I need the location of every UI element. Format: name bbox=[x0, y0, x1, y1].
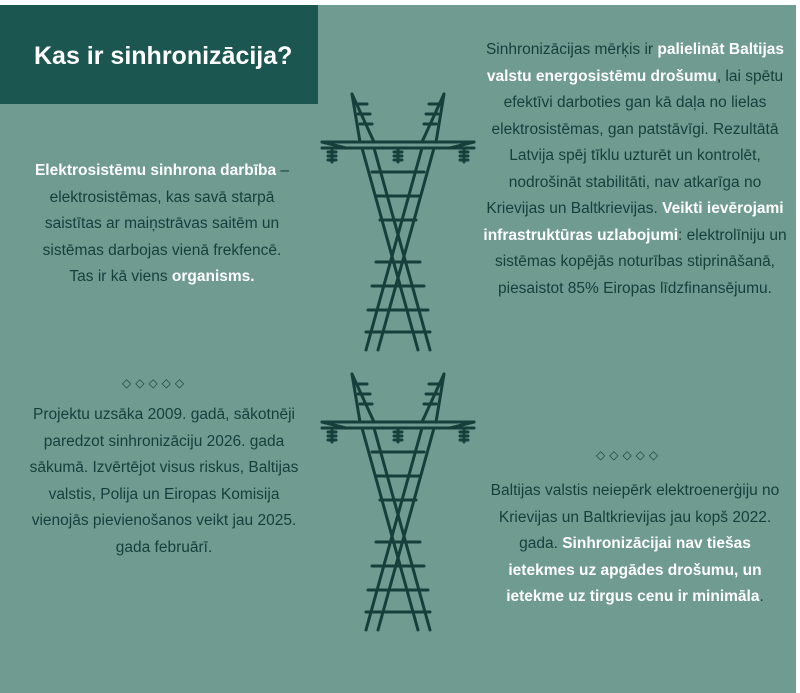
energy-highlight-2: nav tiešas ietekmes uz apgādes drošumu, un ietekme uz tirgus cenu ir minimāla bbox=[506, 535, 762, 605]
goal-highlight-1: palielināt Baltijas valstu energosistēmu drošumu bbox=[486, 41, 785, 85]
energy-text-3: . bbox=[759, 588, 764, 605]
title-banner bbox=[0, 5, 318, 104]
definition-body: – elektrosistēmas, kas savā starpā saistītas ar maiņstrāvas saitēm un sistēmas darbojas vienā frekfencē. Tas ir kā viens bbox=[42, 162, 290, 285]
diamond-divider: ◇◇◇◇◇ bbox=[596, 448, 663, 462]
energy-highlight-1: Sinhronizācijai bbox=[562, 535, 672, 552]
definition-highlight: organisms. bbox=[171, 268, 255, 285]
page-title: Kas ir sinhronizācija? bbox=[34, 42, 293, 70]
diamond-divider: ◇◇◇◇◇ bbox=[122, 376, 189, 390]
right-border bbox=[796, 0, 800, 693]
energy-text-1: Baltijas valstis neiepērk elektroenerģiju no Krievijas un Baltkrievijas jau kopš 2022. gada. bbox=[490, 482, 780, 552]
project-body: Projektu uzsāka 2009. gadā, sākotnēji paredzot sinhronizāciju 2026. gada sākumā. Izvērtējot visus riskus, Baltijas valstis, Polija un Eiropas Komisija vienojās pievienošanos veikt jau 2025. gada februārī. bbox=[29, 406, 299, 556]
definition-paragraph bbox=[30, 158, 294, 291]
goal-text-3: : elektrolīniju un sistēmas kopējās noturības stiprināšanā, piesaistot 85% Eiropas līdzfinansējumu. bbox=[494, 226, 787, 297]
goal-highlight-2: Veikti ievērojami infrastruktūras uzlabojumi bbox=[483, 200, 784, 244]
energy-paragraph bbox=[488, 478, 782, 611]
definition-lead: Elektrosistēmu sinhrona darbība bbox=[34, 162, 277, 179]
power-tower-icon bbox=[318, 372, 478, 634]
goal-paragraph bbox=[480, 37, 790, 302]
power-tower-icon bbox=[318, 92, 478, 354]
goal-text-2: , lai spētu efektīvi darboties gan kā daļa no lielas elektrosistēmas, gan patstāvīgi. Rezultātā Latvija spēj tīklu uzturēt un kontrolēt, nodrošināt stabilitāti, nav atkarīga no Krievijas un Baltkrievijas. bbox=[486, 67, 784, 217]
project-paragraph bbox=[18, 402, 310, 561]
goal-text-1: Sinhronizācijas mērķis ir bbox=[485, 41, 658, 58]
